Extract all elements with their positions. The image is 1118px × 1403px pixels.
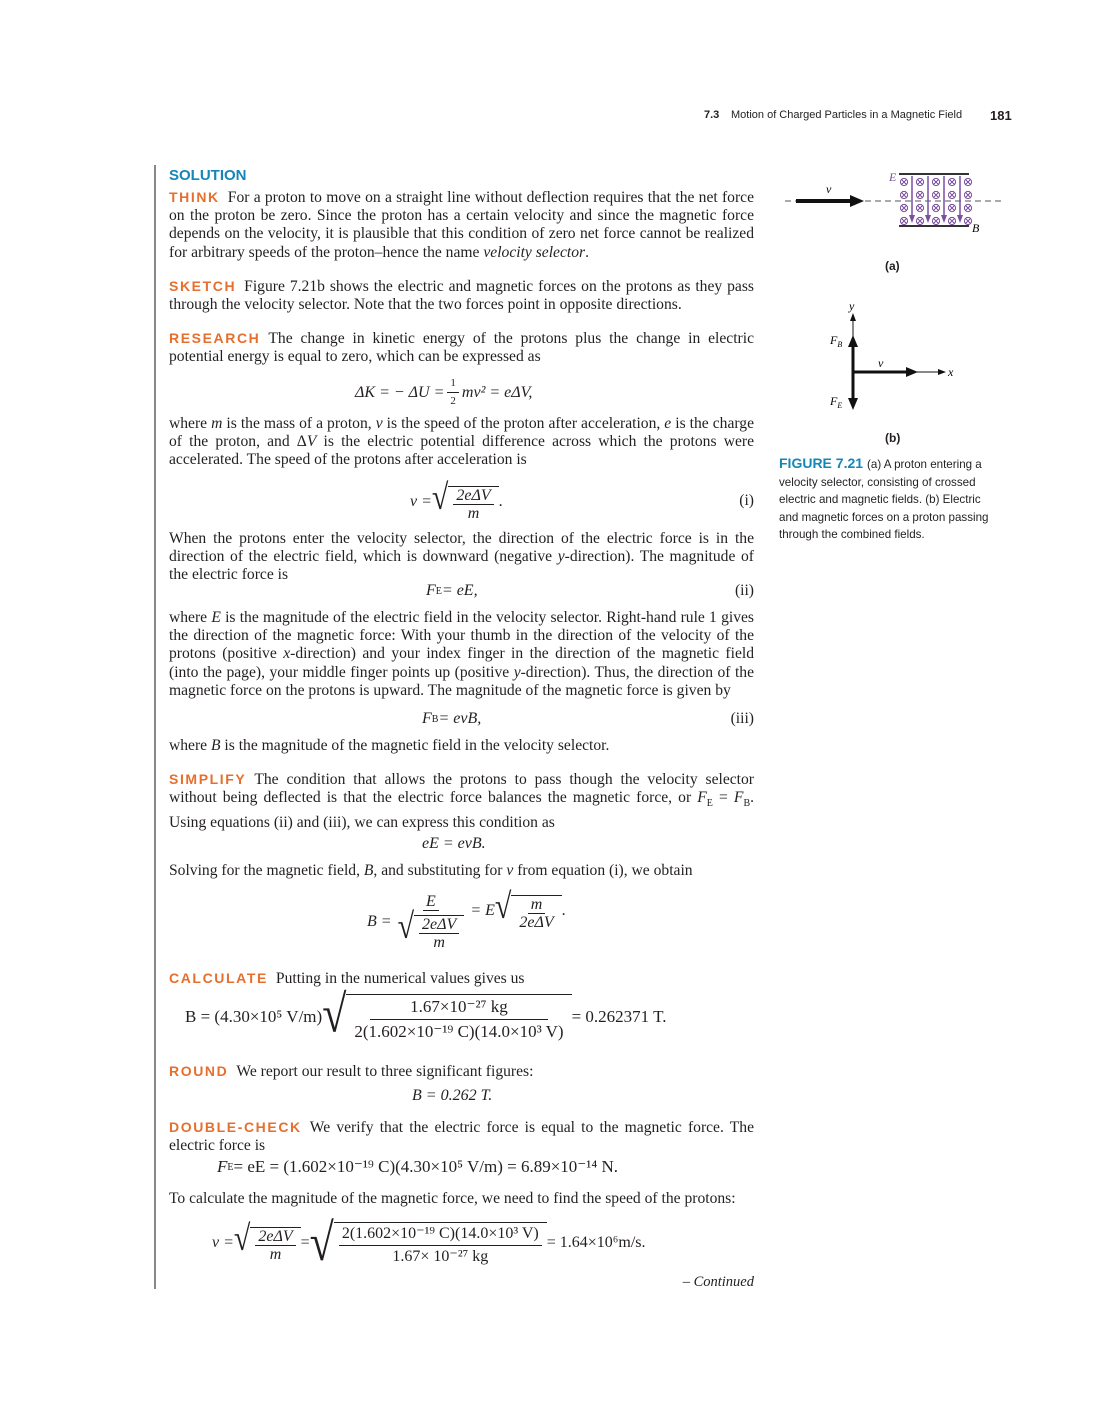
- eq-text: v =: [212, 1234, 234, 1251]
- paragraph-text: [169, 609, 754, 699]
- eq-text: m: [269, 1246, 282, 1263]
- field-equation: B = E √ $\frac{\text{2eΔV}}{m}$ = E √ $\frac{m}{\text{2eΔV}}$ .: [367, 887, 566, 951]
- into-page-cross: [902, 193, 907, 198]
- y-axis-arrowhead: [850, 313, 856, 321]
- research-paragraph: [169, 329, 754, 366]
- text-run: v: [506, 862, 514, 879]
- text-run: V: [306, 433, 317, 451]
- e-field-label: E: [889, 170, 897, 184]
- energy-equation: [355, 375, 532, 410]
- eq-text: 2: [450, 395, 456, 407]
- into-page-cross: [902, 219, 907, 224]
- magnetic-field-into-page-symbols: [900, 176, 971, 225]
- figure-a-label: (a): [885, 259, 900, 273]
- text-run: To calculate the magnitude of the magnetic force, we need to find the speed of the protons:: [169, 1190, 736, 1207]
- rounded-result: [412, 1087, 492, 1105]
- text-run: e: [664, 415, 672, 432]
- into-page-cross: [902, 180, 907, 185]
- text-run: We report our result to three significant figures:: [236, 1063, 534, 1080]
- eq-text: F: [422, 710, 432, 727]
- text-run: B: [363, 862, 374, 879]
- text-run: For a proton to move on a straight line without deflection requires that the net force on the proton be zero. Since the proton has a certain velocity and since the magnetic force depends on the velocity, it is plausible that this condition of zero net force cannot be realized for arbitrary speeds of the proton–hence the name: [169, 189, 754, 261]
- eq-text: = 1.64×10⁶m/s.: [546, 1234, 646, 1251]
- paragraph-text: [169, 530, 754, 583]
- solution-heading: SOLUTION: [169, 167, 247, 184]
- simplify-paragraph: [169, 770, 754, 832]
- double-check-paragraph: [169, 1118, 754, 1155]
- into-page-cross: [950, 180, 955, 185]
- text-run: y: [557, 548, 565, 566]
- velocity-arrowhead: [850, 195, 864, 207]
- to-calc-paragraph: [169, 1190, 754, 1208]
- calculation-equation: B = (4.30×10⁵ V/m) √ $\frac{\text{1.67×10⁻²⁷ kg}}{\text{2(1.602×10⁻¹⁹ C)(14.0×10³ V)}}$ = 0.262371 T.: [185, 984, 667, 1044]
- calculate-paragraph: [169, 969, 754, 988]
- text-run: F: [733, 789, 744, 807]
- eq-text: F: [217, 1157, 228, 1176]
- equation-number: (i): [739, 492, 754, 509]
- text-run: Figure 7.21b shows the electric and magnetic forces on the protons as they pass through the velocity selector. Note that the two forces point in opposite directions.: [169, 278, 754, 314]
- paragraph-text: [169, 862, 693, 879]
- eq-text: = eE = (1.602×10⁻¹⁹ C)(4.30×10⁵ V/m) = 6.89×10⁻¹⁴ N.: [233, 1157, 619, 1176]
- eq-text: 2eΔV: [453, 487, 493, 505]
- fe-arrowhead: [848, 398, 858, 410]
- velocity-arrowhead: [906, 367, 918, 377]
- into-page-cross: [966, 180, 971, 185]
- into-page-cross: [966, 219, 971, 224]
- text-run: -direction). Thus, the direction of the magnetic force on the protons is upward. The magnitude of the magnetic force is given by: [169, 663, 754, 699]
- e-field-arrowhead: [957, 215, 963, 223]
- eq-text: B = (4.30×10⁵ V/m): [185, 1007, 323, 1026]
- into-page-cross: [934, 180, 939, 185]
- magnetic-force-equation: [422, 710, 481, 728]
- text-run: .: [585, 243, 590, 261]
- text-run: , and substituting for: [373, 862, 507, 879]
- text-run: where: [169, 415, 212, 432]
- eq-text: eE = evB.: [422, 835, 486, 852]
- fe-label: $F_E$: [830, 394, 843, 410]
- eq-text: B =: [367, 913, 392, 930]
- balance-equation: [422, 835, 486, 853]
- where-b-paragraph: [169, 737, 754, 755]
- paragraph-text: [169, 415, 754, 468]
- text-run: is the mass of a proton,: [222, 415, 376, 432]
- text-run: F: [697, 789, 707, 807]
- continued-note: – Continued: [682, 1274, 754, 1290]
- v-label: v: [878, 356, 884, 370]
- y-label: y: [849, 299, 855, 313]
- eq-text: 2eΔV: [255, 1228, 295, 1246]
- text-run: -direction). The magnitude of the electric force is: [169, 548, 754, 584]
- equation-number: (iii): [730, 710, 754, 727]
- round-paragraph: [169, 1062, 754, 1081]
- speed-equation: [410, 478, 503, 522]
- eq-text: E: [227, 1161, 234, 1173]
- x-label: x: [948, 365, 954, 379]
- electric-force-equation: [426, 582, 478, 600]
- think-label: THINK: [169, 189, 220, 205]
- text-run: is the magnitude of the electric field in the velocity selector. Right-hand rule 1 gives the direction of the magnetic force: With your thumb in the direction of the velocity of the protons (positive: [169, 609, 754, 663]
- text-run: E: [706, 798, 713, 810]
- where-e-paragraph: [169, 609, 754, 700]
- eq-text: mv² = eΔV,: [461, 383, 533, 401]
- into-page-cross: [918, 193, 923, 198]
- when-paragraph: [169, 530, 754, 585]
- sketch-paragraph: [169, 277, 754, 314]
- text-run: m: [211, 415, 223, 432]
- text-run: . Using equations (ii) and (iii), we can express this condition as: [169, 789, 755, 831]
- eq-text: =: [300, 1234, 310, 1251]
- text-run: B: [211, 737, 221, 754]
- eq-text: 1.67× 10⁻²⁷ kg: [392, 1248, 489, 1265]
- text-run: The condition that allows the protons to pass though the velocity selector without being deflected is that the electric force balances the magnetic force, or: [169, 771, 754, 807]
- text-run: is the charge of the proton, and Δ: [169, 415, 754, 451]
- text-run: where: [169, 609, 212, 626]
- eq-text: = evB,: [438, 710, 482, 727]
- into-page-cross: [966, 206, 971, 211]
- text-run: velocity selector: [483, 243, 586, 261]
- text-run: y: [513, 663, 521, 681]
- into-page-cross: [918, 180, 923, 185]
- e-field-arrowhead: [909, 215, 915, 223]
- into-page-cross: [918, 219, 923, 224]
- eq-text: 2(1.602×10⁻¹⁹ C)(14.0×10³ V): [339, 1223, 542, 1246]
- b-field-label: B: [972, 221, 980, 235]
- research-label: RESEARCH: [169, 330, 261, 346]
- text-run: The change in kinetic energy of the protons plus the change in electric potential energy is equal to zero, which can be expressed as: [169, 330, 754, 366]
- text-run: is the speed of the proton after acceleration,: [382, 415, 665, 432]
- text-run: Solving for the magnetic field,: [169, 862, 364, 879]
- eq-text: ΔK = − ΔU =: [355, 383, 445, 401]
- text-run: -direction) and your index finger in the direction of the magnetic field (into the page), your middle finger points up (positive: [169, 645, 754, 681]
- eq-text: m: [433, 934, 445, 951]
- eq-text: = E: [470, 902, 495, 919]
- eq-text: v =: [410, 493, 432, 510]
- eq-text: 2eΔV: [519, 914, 554, 931]
- figure-a-velocity-selector: [780, 165, 1010, 240]
- paragraph-text: [169, 189, 754, 261]
- eq-text: m: [467, 505, 480, 522]
- paragraph-text: [236, 1063, 533, 1080]
- solving-paragraph: [169, 862, 754, 880]
- eq-text: 1: [447, 375, 459, 393]
- solution-rule: [154, 165, 156, 1289]
- eq-text: 2eΔV: [419, 916, 459, 934]
- text-run: is the electric potential difference across which the protons were accelerated. The speed of the protons after acceleration is: [169, 433, 754, 469]
- eq-text: .: [561, 902, 566, 919]
- fb-arrowhead: [848, 335, 858, 347]
- simplify-label: SIMPLIFY: [169, 771, 247, 787]
- eq-text: F: [426, 582, 436, 599]
- text-run: v: [375, 415, 383, 432]
- text-run: When the protons enter the velocity selector, the direction of the electric force is in the direction of the electric field, which is downward (negative: [169, 530, 754, 566]
- eq-text: 1.67×10⁻²⁷ kg: [370, 995, 548, 1020]
- eq-text: = eE,: [441, 582, 478, 599]
- paragraph-text: [169, 737, 609, 754]
- e-field-arrowhead: [925, 215, 931, 223]
- figure-b-label: (b): [885, 431, 901, 445]
- figure-caption: [779, 455, 999, 544]
- eq-text: = 0.262371 T.: [571, 1007, 667, 1026]
- figure-b-force-diagram: [820, 295, 970, 425]
- text-run: from equation (i), we obtain: [513, 862, 693, 879]
- text-run: x: [283, 645, 291, 663]
- into-page-cross: [966, 193, 971, 198]
- text-run: E: [211, 609, 221, 626]
- x-axis-arrowhead: [938, 369, 946, 375]
- e-field-arrowhead: [941, 215, 947, 223]
- paragraph-text: [169, 1190, 736, 1207]
- calculate-label: CALCULATE: [169, 970, 268, 986]
- speed-check-equation: v = √ $\frac{\text{2eΔV}}{m}$ = √ $\frac{\text{2(1.602×10⁻¹⁹ C)(14.0×10³ V)}}{\text{1.67× 10⁻²⁷ kg}}$ = 1.64×10⁶m/s.: [212, 1213, 646, 1272]
- electric-force-check: [217, 1157, 618, 1177]
- fb-label: $F_B$: [830, 333, 843, 349]
- into-page-cross: [934, 206, 939, 211]
- into-page-cross: [934, 193, 939, 198]
- think-paragraph: [169, 188, 754, 262]
- into-page-cross: [918, 206, 923, 211]
- paragraph-text: [276, 970, 525, 987]
- text-run: Putting in the numerical values gives us: [275, 970, 525, 987]
- page-number: 181: [990, 108, 1012, 123]
- eq-text: E: [435, 585, 442, 597]
- into-page-cross: [934, 219, 939, 224]
- text-run: We verify that the electric force is equal to the magnetic force. The electric force is: [169, 1119, 754, 1155]
- eq-text: B = 0.262 T.: [412, 1087, 493, 1104]
- eq-text: B: [431, 713, 439, 725]
- paragraph-text: [169, 771, 754, 831]
- sketch-label: SKETCH: [169, 278, 237, 294]
- round-label: ROUND: [169, 1063, 229, 1079]
- into-page-cross: [950, 193, 955, 198]
- into-page-cross: [950, 206, 955, 211]
- velocity-label: v: [826, 182, 832, 196]
- eq-text: E: [423, 893, 439, 911]
- text-run: =: [712, 789, 734, 807]
- into-page-cross: [950, 219, 955, 224]
- paragraph-text: [169, 278, 754, 313]
- double-check-label: DOUBLE-CHECK: [169, 1119, 302, 1135]
- running-title: Motion of Charged Particles in a Magnetic Field: [731, 109, 963, 121]
- eq-text: .: [498, 493, 503, 510]
- eq-text: 2(1.602×10⁻¹⁹ C)(14.0×10³ V): [354, 1022, 564, 1041]
- figure-caption-text: (a) A proton entering a velocity selector, consisting of crossed electric and magnetic fields. (b) Electric and magnetic forces on a proton passing through the combined fields.: [779, 458, 989, 541]
- equation-number: (ii): [734, 582, 754, 599]
- figure-caption-title: FIGURE 7.21: [779, 455, 864, 471]
- text-run: where: [169, 737, 211, 754]
- section-number: 7.3: [704, 109, 720, 121]
- text-run: is the magnitude of the magnetic field in the velocity selector.: [220, 737, 610, 754]
- into-page-cross: [902, 206, 907, 211]
- text-run: B: [743, 798, 751, 810]
- where-m-paragraph: [169, 415, 754, 470]
- sqrt-sign: √: [431, 478, 449, 518]
- eq-text: m: [528, 896, 546, 914]
